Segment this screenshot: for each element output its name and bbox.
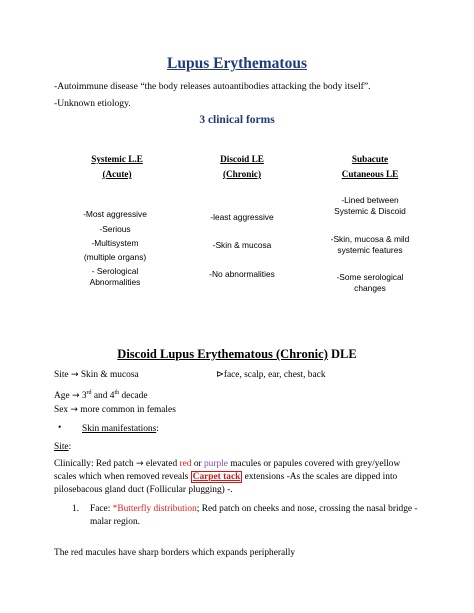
clinically-line2a: scales which when removed reveals: [54, 472, 191, 482]
col1-heading-2: (Acute): [102, 169, 132, 179]
clinically-line-3: pilosebacous gland duct (Follicular plugging) -.: [54, 485, 233, 495]
right-arrow-icon: →: [71, 391, 80, 402]
section-heading-suffix: DLE: [327, 347, 357, 361]
col1-item: -Multisystem: [91, 238, 139, 248]
clinically-line2b: extensions -As the scales are dipped into: [242, 472, 398, 482]
forms-heading: 3 clinical forms: [199, 114, 275, 126]
intro-line-1: -Autoimmune disease “the body releases autoantibodies attacking the body itself”.: [54, 81, 371, 92]
age-label: Age: [54, 391, 70, 402]
col1-item: (multiple organs): [83, 252, 147, 262]
col2-item: -least aggressive: [210, 212, 274, 222]
skin-manifestations-colon: :: [156, 424, 159, 434]
col3-item: Systemic & Discoid: [334, 206, 406, 216]
butterfly-highlight: *Butterfly distribution: [112, 504, 197, 514]
site-heading-label: Site: [54, 442, 69, 452]
col2-item: -Skin & mucosa: [212, 240, 272, 250]
col1-item: Abnormalities: [89, 277, 141, 287]
age-line: [54, 387, 148, 403]
age-sup1: rd: [86, 390, 92, 396]
col1-item: -Serious: [99, 224, 131, 234]
face-item-rest: ; Red patch on cheeks and nose, crossing the nasal bridge -: [196, 504, 418, 514]
site-label: Site: [54, 370, 69, 380]
col1-item: -Most aggressive: [83, 209, 147, 219]
col3-heading-2: Cutaneous LE: [341, 169, 399, 179]
col3-item: -Skin, mucosa & mild: [330, 234, 410, 244]
bullet-icon: •: [58, 423, 62, 433]
right-arrow-icon: →: [70, 405, 78, 415]
col3-item: systemic features: [337, 245, 403, 255]
col3-item: changes: [354, 283, 386, 293]
section-heading-dle: [0, 347, 474, 362]
sex-line: [54, 404, 176, 417]
section-heading-main: Discoid Lupus Erythematous (Chronic): [117, 347, 328, 361]
sex-label: Sex: [54, 405, 69, 415]
age-end: decade: [119, 391, 148, 402]
site-heading: [54, 441, 71, 454]
col3-heading-1: Subacute: [351, 154, 389, 164]
site-detail: ⊳face, scalp, ear, chest, back: [216, 370, 326, 380]
clinically-part2: elevated: [143, 459, 180, 469]
clinically-line-1: [54, 458, 400, 471]
right-arrow-icon: →: [70, 370, 79, 380]
age-sup2: th: [114, 390, 120, 396]
col2-item: -No abnormalities: [209, 269, 275, 279]
col2-heading-1: Discoid LE: [220, 154, 264, 164]
red-word: red: [179, 459, 192, 469]
right-arrow-icon: →: [136, 459, 144, 469]
age-mid: and 4: [91, 391, 115, 402]
col1-heading-1: Systemic L.E: [91, 154, 143, 164]
face-item-number: 1.: [72, 504, 80, 514]
col3-item: -Lined between: [341, 195, 399, 205]
page-title: Lupus Erythematous: [167, 55, 307, 72]
site-line: [54, 369, 139, 382]
face-item-label: Face:: [90, 504, 113, 514]
clinically-line-2: [54, 471, 397, 484]
col1-item: - Serological: [91, 266, 139, 276]
closing-line: The red macules have sharp borders which expands peripherally: [54, 548, 296, 558]
skin-manifestations-label: Skin manifestations: [82, 424, 157, 434]
face-item-line-1: [90, 503, 418, 516]
clinically-part1: Clinically: Red patch: [54, 459, 134, 469]
face-item-line-2: malar region.: [90, 517, 140, 527]
clinically-or: or: [191, 459, 204, 469]
col3-item: -Some serological: [336, 272, 404, 282]
intro-line-2: -Unknown etiology.: [54, 98, 131, 109]
age-n1: 3: [81, 391, 87, 402]
purple-word: purple: [203, 459, 228, 469]
site-text: Skin & mucosa: [80, 370, 139, 380]
col2-heading-2: (Chronic): [222, 169, 262, 179]
carpet-tack-highlight: Carpet tack: [192, 472, 241, 482]
sex-text: more common in females: [80, 405, 176, 415]
skin-manifestations: [82, 423, 159, 436]
clinically-part3: macules or papules covered with grey/yellow: [227, 459, 401, 469]
site-heading-colon: :: [68, 442, 72, 452]
